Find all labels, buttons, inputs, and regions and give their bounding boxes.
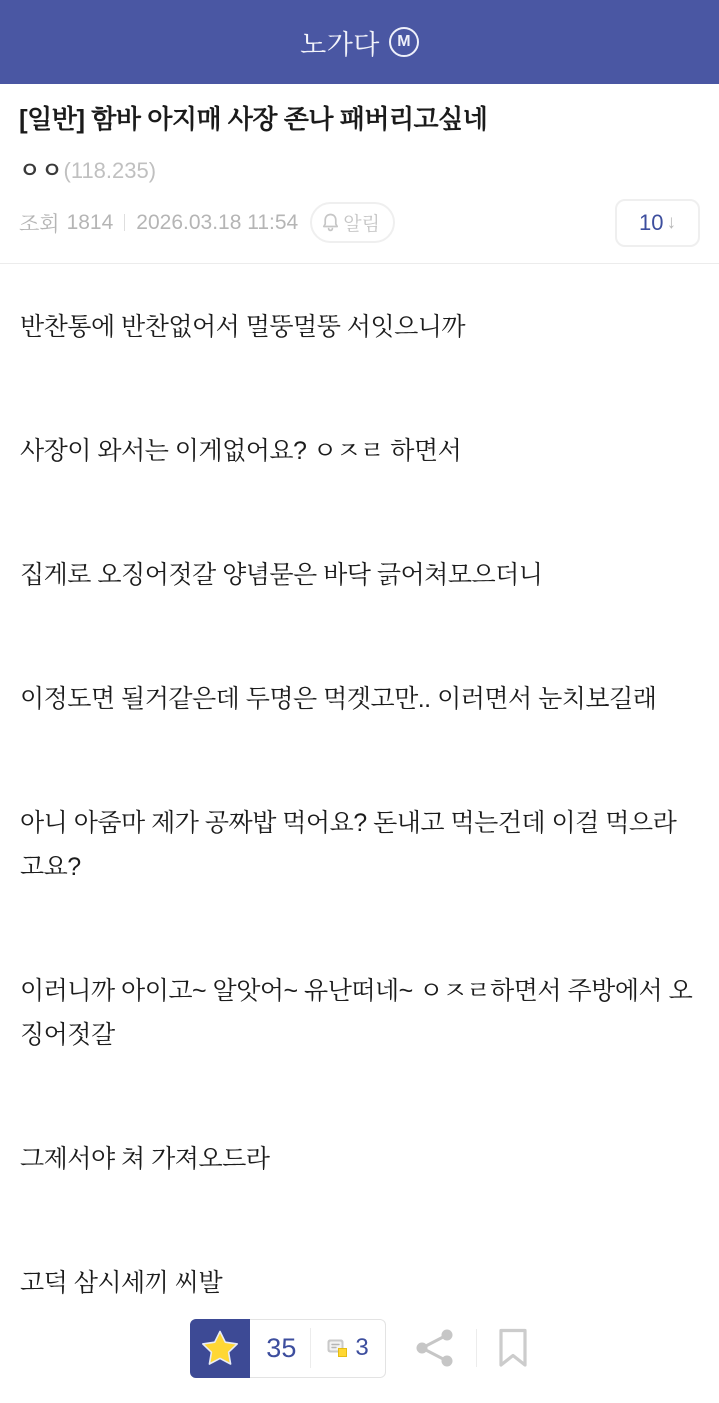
bookmark-button[interactable]	[497, 1328, 529, 1368]
body-paragraph: 집게로 오징어젓갈 양념묻은 바닥 긁어쳐모으더니	[20, 560, 543, 589]
arrow-down-icon: ↓	[666, 211, 676, 233]
views-count: 1814	[66, 210, 114, 234]
recommend-widget	[190, 1319, 385, 1378]
badge-letter: M	[397, 33, 411, 50]
bookmark-icon	[497, 1328, 529, 1368]
alarm-toggle-button[interactable]	[310, 202, 395, 243]
star-icon	[201, 1330, 239, 1366]
body-paragraph: 이러니까 아이고~ 알앗어~ 유난떠네~ ㅇㅈㄹ하면서 주방에서 오징어젓갈	[20, 976, 693, 1049]
body-paragraph: 아니 아줌마 제가 공짜밥 먹어요? 돈내고 먹는건데 이걸 먹으라고요?	[20, 808, 677, 881]
body-paragraph: 이정도면 될거같은데 두명은 먹겟고만.. 이러면서 눈치보길래	[20, 684, 657, 713]
meta-separator	[124, 214, 125, 231]
body-paragraph: 반찬통에 반찬없어서 멀뚱멀뚱 서잇으니까	[20, 312, 466, 341]
meta-left	[19, 202, 395, 243]
count-box	[250, 1319, 385, 1378]
post-timestamp: 2026.03.18 11:54	[136, 210, 299, 234]
action-bar	[0, 1319, 719, 1378]
author-row	[19, 154, 700, 185]
alarm-label: 알림	[343, 214, 380, 236]
footer-divider	[476, 1329, 477, 1367]
author-name[interactable]: ㅇㅇ	[19, 157, 64, 183]
minor-gallery-badge-icon	[389, 27, 419, 57]
author-ip: (118.235)	[63, 157, 157, 183]
app-header	[0, 0, 719, 84]
views-label: 조회	[19, 212, 60, 236]
recommend-star-button[interactable]	[190, 1319, 250, 1378]
post-body	[0, 264, 719, 1305]
recommend-count: 35	[266, 1332, 297, 1363]
comment-jump-button[interactable]	[615, 199, 700, 247]
body-paragraph: 고덕 삼시세끼 씨발	[20, 1268, 223, 1297]
post-title: [일반] 함바 아지매 사장 존나 패버리고싶네	[19, 104, 488, 134]
body-paragraph: 사장이 와서는 이게없어요? ㅇㅈㄹ 하면서	[20, 436, 462, 465]
post-info-section	[0, 84, 719, 264]
board-title[interactable]: 노가다	[300, 29, 380, 60]
body-paragraph: 그제서야 쳐 가져오드라	[20, 1144, 270, 1173]
share-icon	[414, 1328, 456, 1368]
share-button[interactable]	[414, 1328, 456, 1368]
comment-icon[interactable]	[325, 1336, 349, 1360]
comment-jump-count: 10	[639, 209, 664, 235]
meta-row	[19, 199, 700, 247]
bell-icon	[322, 213, 339, 232]
count-divider	[310, 1328, 311, 1368]
comment-count: 3	[355, 1334, 369, 1362]
